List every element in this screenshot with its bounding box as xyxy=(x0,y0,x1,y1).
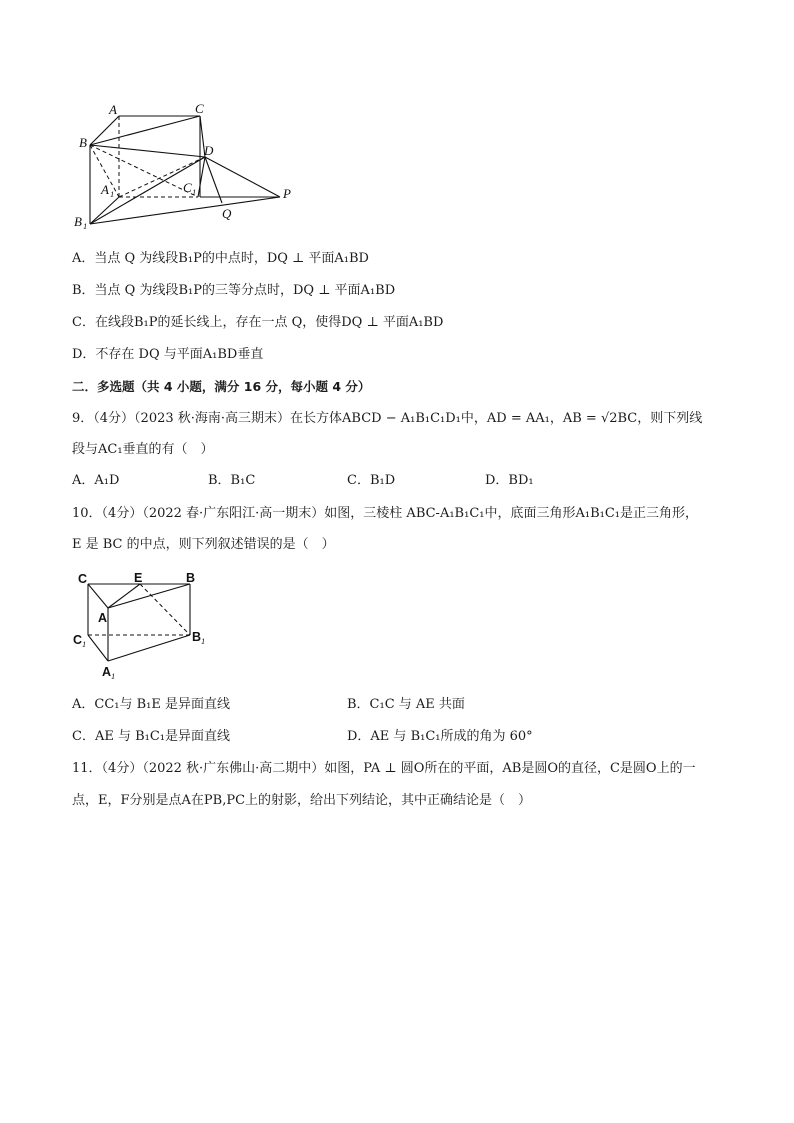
label-C1-sub: 1 xyxy=(82,639,87,649)
q9-stem-line1: 9．（4分）（2023 秋·海南·高三期末）在长方体ABCD − A₁B₁C₁D₁中，AD = AA₁，AB = √2BC，则下列线 xyxy=(72,411,703,426)
q11-stem-line1: 11．（4分）（2022 秋·广东佛山·高二期中）如图，PA ⊥ 圆O所在的平面，AB是圆O的直径，C是圆O上的一 xyxy=(72,761,696,776)
q10-stem-line2: E 是 BC 的中点，则下列叙述错误的是（ ） xyxy=(72,537,335,552)
label-B1: B xyxy=(74,214,82,229)
label-B: B xyxy=(186,571,196,585)
edge-DP xyxy=(205,157,280,197)
section-heading-multi-choice: 二．多选题（共 4 小题，满分 16 分，每小题 4 分） xyxy=(72,379,371,394)
edge-DQ xyxy=(205,157,222,203)
q10-option-c: C．AE 与 B₁C₁是异面直线 xyxy=(72,729,231,744)
label-B1: B xyxy=(192,630,202,644)
q8-option-b: B．当点 Q 为线段B₁P的三等分点时，DQ ⊥ 平面A₁BD xyxy=(72,283,396,298)
label-A1-sub: 1 xyxy=(111,671,116,681)
edge-BC xyxy=(90,116,200,145)
edge-C1A1 xyxy=(88,635,108,661)
label-D: D xyxy=(204,143,214,158)
q8-option-a: A．当点 Q 为线段B₁P的中点时，DQ ⊥ 平面A₁BD xyxy=(72,251,369,266)
label-E: E xyxy=(134,571,143,585)
edge-EA xyxy=(108,584,140,608)
q9-option-b: B．B₁C xyxy=(208,473,256,488)
edge-BD xyxy=(90,145,205,157)
edge-B1A1 xyxy=(108,635,190,661)
label-A: A xyxy=(109,102,117,117)
label-Q: Q xyxy=(222,206,232,221)
label-B1-sub: 1 xyxy=(83,221,88,230)
edge-DC1 xyxy=(198,157,205,197)
label-C: C xyxy=(195,101,204,116)
q10-option-d: D．AE 与 B₁C₁所成的角为 60° xyxy=(347,729,533,744)
label-B: B xyxy=(79,135,87,150)
label-C1: C xyxy=(183,180,192,195)
label-A1-sub: 1 xyxy=(110,189,115,199)
label-A1: A xyxy=(102,665,112,679)
label-P: P xyxy=(283,186,291,201)
edge-B1P xyxy=(90,197,280,224)
q8-option-c: C．在线段B₁P的延长线上，存在一点 Q，使得DQ ⊥ 平面A₁BD xyxy=(72,315,444,330)
label-B1-sub: 1 xyxy=(201,636,206,646)
q10-option-a: A．CC₁与 B₁E 是异面直线 xyxy=(72,697,231,712)
q9-stem-line2: 段与AC₁垂直的有（ ） xyxy=(72,442,214,457)
figure-prism-1 xyxy=(70,100,300,230)
figure-prism-2 xyxy=(70,568,220,683)
q8-option-d: D．不存在 DQ 与平面A₁BD垂直 xyxy=(72,347,264,362)
edge-BA xyxy=(108,584,190,608)
label-C1: C xyxy=(73,633,83,647)
edge-CA xyxy=(88,584,108,608)
label-A: A xyxy=(98,611,108,625)
label-C: C xyxy=(78,572,88,586)
q9-option-a: A．A₁D xyxy=(72,473,120,488)
q9-option-c: C．B₁D xyxy=(347,473,396,488)
q11-stem-line2: 点，E，F分别是点A在PB,PC上的射影，给出下列结论，其中正确结论是（ ） xyxy=(72,793,532,808)
q10-option-b: B．C₁C 与 AE 共面 xyxy=(347,697,465,712)
label-A1: A xyxy=(101,182,109,197)
q10-stem-line1: 10．（4分）（2022 春·广东阳江·高一期末）如图，三棱柱 ABC-A₁B₁C₁中，底面三角形A₁B₁C₁是正三角形， xyxy=(72,506,698,521)
q9-option-d: D．BD₁ xyxy=(485,473,534,488)
label-C1-sub: 1 xyxy=(192,187,197,197)
